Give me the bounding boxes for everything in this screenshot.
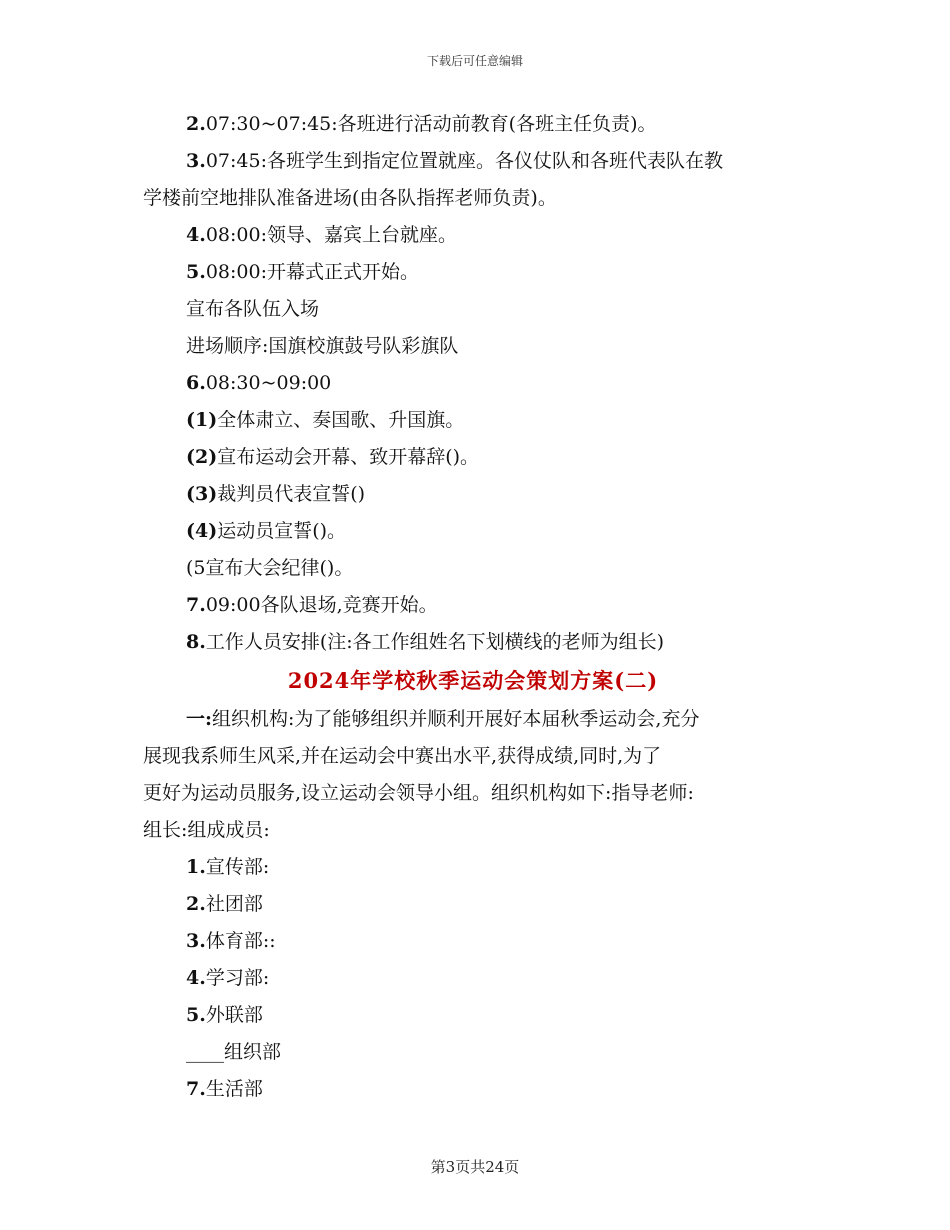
line-text: 学楼前空地排队准备进场(由各队指挥老师负责)。	[143, 187, 557, 209]
item-number: 3.	[186, 150, 206, 172]
paragraph-line	[143, 701, 803, 738]
paragraph-line	[143, 923, 803, 960]
line-text: ____组织部	[186, 1041, 282, 1063]
line-text: 更好为运动员服务,设立运动会领导小组。组织机构如下:指导老师:	[143, 782, 694, 804]
item-number: (4)	[186, 520, 218, 542]
paragraph-line	[143, 476, 803, 513]
item-number: (2)	[186, 446, 218, 468]
paragraph-line	[143, 328, 803, 365]
paragraph-line	[143, 513, 803, 550]
line-text: 07:45:各班学生到指定位置就座。各仪仗队和各班代表队在教	[205, 150, 724, 172]
line-text: (5宣布大会纪律()。	[186, 557, 354, 579]
line-text: 裁判员代表宣誓()	[217, 483, 366, 505]
paragraph-line	[143, 106, 803, 143]
paragraph-line	[143, 217, 803, 254]
line-text: 学习部:	[205, 967, 270, 989]
line-text: 07:30~07:45:各班进行活动前教育(各班主任负责)。	[205, 113, 657, 135]
line-text: 运动员宣誓()。	[217, 520, 347, 542]
line-text: 宣传部:	[205, 856, 270, 878]
paragraph-line	[143, 812, 803, 849]
line-text: 生活部	[205, 1078, 263, 1100]
paragraph-line	[143, 624, 803, 661]
item-number: 5.	[186, 261, 206, 283]
line-text: 宣布运动会开幕、致开幕辞()。	[217, 446, 480, 468]
item-number: 8.	[186, 631, 206, 653]
page-footer: 第3页共24页	[430, 1158, 520, 1176]
line-text: 社团部	[205, 893, 263, 915]
paragraph-line	[143, 365, 803, 402]
section-title: 2024年学校秋季运动会策划方案(二)	[287, 668, 659, 693]
paragraph-line	[143, 254, 803, 291]
schedule-section	[143, 106, 803, 661]
line-text: 组织机构:为了能够组织并顺利开展好本届秋季运动会,充分	[212, 708, 700, 730]
item-number: 6.	[186, 372, 206, 394]
line-text: 工作人员安排(注:各工作组姓名下划横线的老师为组长)	[205, 631, 665, 653]
item-number: 4.	[186, 224, 206, 246]
paragraph-line	[143, 291, 803, 328]
paragraph-line	[143, 1034, 803, 1071]
paragraph-line	[143, 143, 803, 180]
item-number: 7.	[186, 594, 206, 616]
line-text: 09:00各队退场,竞赛开始。	[205, 594, 438, 616]
item-number: (3)	[186, 483, 218, 505]
line-text: 08:00:领导、嘉宾上台就座。	[205, 224, 458, 246]
paragraph-line	[143, 849, 803, 886]
line-text: 外联部	[205, 1004, 263, 1026]
paragraph-line	[143, 402, 803, 439]
organization-section	[143, 701, 803, 1108]
line-text: 宣布各队伍入场	[186, 298, 320, 320]
item-number: (1)	[186, 409, 218, 431]
paragraph-line	[143, 587, 803, 624]
item-number: 1.	[186, 856, 206, 878]
item-number: 3.	[186, 930, 206, 952]
paragraph-line	[143, 439, 803, 476]
item-number: 一:	[186, 708, 213, 730]
line-text: 组长:组成成员:	[143, 819, 270, 841]
paragraph-line	[143, 550, 803, 587]
item-number: 4.	[186, 967, 206, 989]
paragraph-line	[143, 886, 803, 923]
page-header: 下载后可任意编辑	[426, 54, 523, 68]
paragraph-line	[143, 180, 803, 217]
paragraph-line	[143, 997, 803, 1034]
paragraph-line	[143, 1071, 803, 1108]
item-number: 2.	[186, 113, 206, 135]
line-text: 体育部::	[205, 930, 276, 952]
line-text: 08:30~09:00	[205, 372, 332, 394]
line-text: 进场顺序:国旗校旗鼓号队彩旗队	[186, 335, 459, 357]
item-number: 7.	[186, 1078, 206, 1100]
line-text: 展现我系师生风采,并在运动会中赛出水平,获得成绩,同时,为了	[143, 745, 662, 767]
paragraph-line	[143, 960, 803, 997]
line-text: 08:00:开幕式正式开始。	[205, 261, 420, 283]
paragraph-line	[143, 775, 803, 812]
document-body	[143, 106, 803, 1108]
paragraph-line	[143, 738, 803, 775]
line-text: 全体肃立、奏国歌、升国旗。	[217, 409, 465, 431]
item-number: 2.	[186, 893, 206, 915]
item-number: 5.	[186, 1004, 206, 1026]
